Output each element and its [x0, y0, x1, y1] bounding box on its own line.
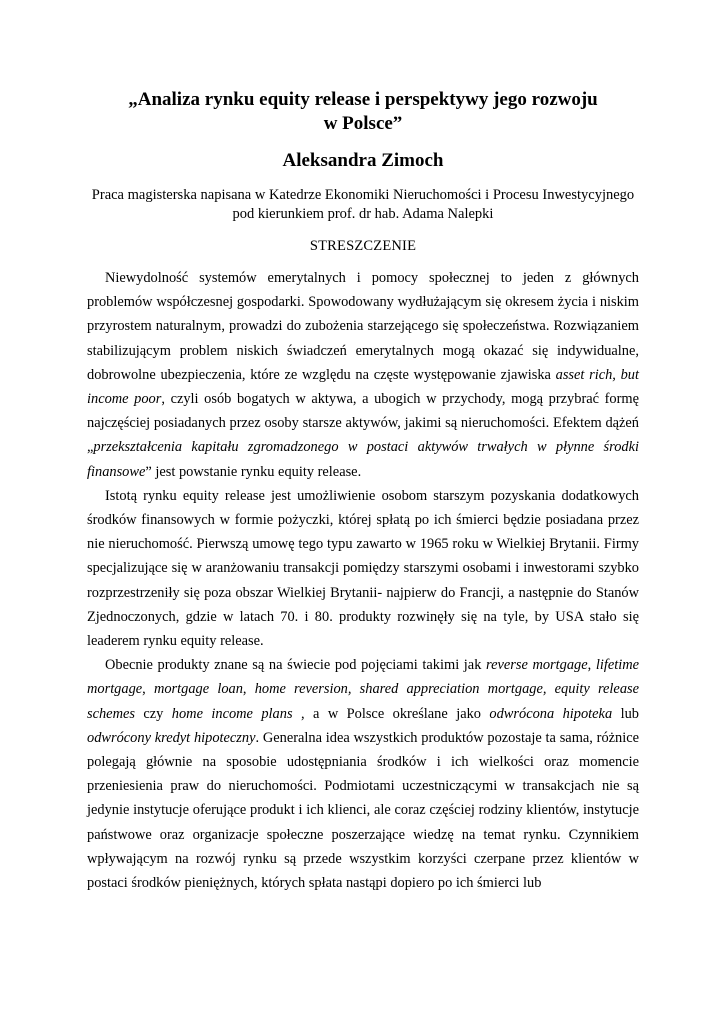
- italic-term: przekształcenia kapitału zgromadzonego w postaci aktywów trwałych w płynne środki finansowe: [87, 439, 639, 480]
- paragraph-text: lub: [612, 705, 639, 722]
- italic-term: reverse mortgage: [486, 657, 588, 674]
- body-paragraph: [87, 484, 639, 653]
- italic-term: lifetime mortgage: [87, 657, 639, 698]
- italic-term: home income plans: [171, 705, 293, 722]
- paragraph-text: ” jest powstanie rynku equity release.: [145, 463, 362, 480]
- section-heading: STRESZCZENIE: [309, 238, 417, 254]
- author-name: Aleksandra Zimoch: [282, 150, 444, 171]
- paragraph-text: . Generalna idea wszystkich produktów pozostaje ta sama, różnice polegają głównie na sposobie udostępniania środków i ich wielkości oraz momencie przeniesienia praw do nieruchomości. Podmiotami uczestniczącymi w transakcjach nie są jedynie instytucje oferujące produkt i ich klienci, ale coraz częściej rodziny klientów, instytucje państwowe oraz organizacje społeczne poszerzające wiedzę na temat rynku. Czynnikiem wpływającym na rozwój rynku są przede wszystkim korzyści czerpane przez klientów w postaci środków pieniężnych, których spłata nastąpi dopiero po ich śmierci lub: [87, 729, 639, 892]
- paragraph-text: , a w Polsce określane jako: [292, 705, 490, 722]
- title-line-2: w Polsce”: [323, 113, 403, 134]
- document-page: [87, 88, 639, 895]
- document-title: [87, 88, 639, 136]
- affiliation-line-2: pod kierunkiem prof. dr hab. Adama Nalepki: [232, 206, 494, 222]
- paragraph-text: Istotą rynku equity release jest umożliwienie osobom starszym pozyskania dodatkowych środków finansowych w formie pożyczki, której spłatą po ich śmierci będzie posiadana przez nie nieruchomość. Pierwszą umowę tego typu zawarto w 1965 roku w Wielkiej Brytanii. Firmy specjalizujące się w aranżowaniu transakcji pomiędzy starszymi osobami i inwestorami szybko rozprzestrzeniły się poza obszar Wielkiej Brytanii- najpierw do Francji, a następnie do Stanów Zjednoczonych, gdzie w latach 70. i 80. produkty rozwinęły się na tyle, by USA stało się leaderem rynku equity release.: [87, 487, 639, 650]
- paragraph-text: ,: [587, 657, 596, 674]
- affiliation: [87, 186, 639, 224]
- paragraph-text: czy: [134, 705, 172, 722]
- affiliation-line-1: Praca magisterska napisana w Katedrze Ekonomiki Nieruchomości i Procesu Inwestycyjnego: [91, 187, 635, 203]
- italic-term: asset rich, but income poor: [87, 366, 639, 408]
- italic-term: odwrócona hipoteka: [489, 705, 613, 722]
- title-line-1: „Analiza rynku equity release i perspektywy jego rozwoju: [128, 89, 598, 110]
- body-paragraph: [87, 266, 639, 484]
- abstract-body: [87, 266, 639, 895]
- italic-term: odwrócony kredyt hipoteczny: [87, 729, 256, 746]
- italic-term: mortgage loan: [153, 681, 243, 698]
- body-paragraph: [87, 653, 639, 895]
- paragraph-text: ,: [142, 681, 154, 698]
- italic-term: home reversion, shared appreciation mortgage, equity release schemes: [87, 681, 640, 722]
- paragraph-text: , czyli osób bogatych w aktywa, a ubogich w przychody, mogą przybrać formę najczęściej posiadanych przez osoby starsze aktywów, jakimi są nieruchomości. Efektem dążeń „: [87, 391, 639, 456]
- paragraph-text: Obecnie produkty znane są na świecie pod pojęciami takimi jak: [105, 657, 487, 674]
- paragraph-text: ,: [242, 681, 255, 698]
- paragraph-text: Niewydolność systemów emerytalnych i pomocy społecznej to jeden z głównych problemów współczesnej gospodarki. Spowodowany wydłużającym się okresem życia i niskim przyrostem naturalnym, prowadzi do zubożenia starzejącego się społeczeństwa. Rozwiązaniem stabilizującym problem niskich świadczeń emerytalnych mogą okazać się indywidualne, dobrowolne ubezpieczenia, które ze względu na częste występowanie zjawiska: [87, 270, 639, 383]
